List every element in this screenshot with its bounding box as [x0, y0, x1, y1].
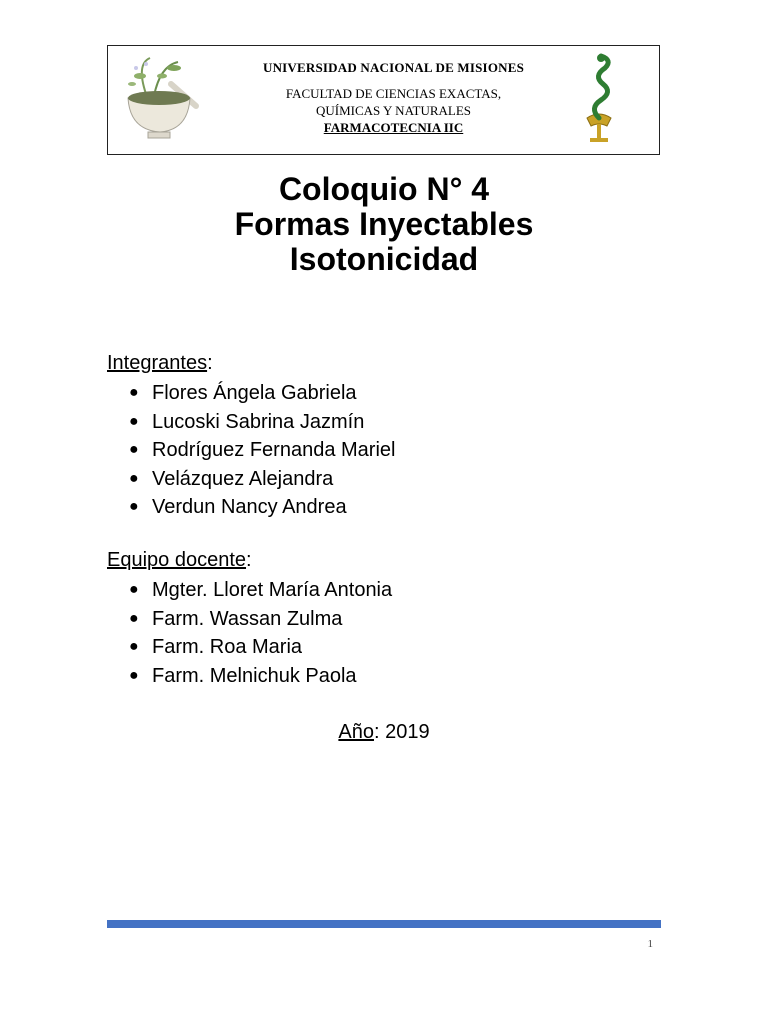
teachers-section — [107, 549, 392, 690]
bullet-icon: ● — [129, 638, 139, 655]
list-item: ● Farm. Melnichuk Paola — [107, 662, 392, 691]
members-heading: Integrantes: — [107, 352, 213, 374]
list-item: ● Farm. Wassan Zulma — [107, 605, 392, 634]
members-label: Integrantes — [107, 352, 208, 374]
title-line-2: Formas Inyectables — [234, 206, 534, 242]
members-section — [107, 352, 395, 522]
header-box — [107, 45, 660, 155]
page-number: 1 — [647, 938, 653, 950]
bullet-icon: ● — [129, 384, 139, 401]
bullet-icon: ● — [129, 666, 139, 684]
bullet-icon: ● — [129, 412, 139, 430]
teachers-label: Equipo docente — [107, 549, 247, 571]
faculty-line-2: QUÍMICAS Y NATURALES — [315, 103, 472, 118]
teachers-heading: Equipo docente: — [107, 549, 252, 571]
list-item: ● Velázquez Alejandra — [107, 465, 395, 494]
footer-rule — [107, 920, 661, 928]
title-line-3: Isotonicidad — [289, 241, 479, 277]
course-name: FARMACOTECNIA IIC — [323, 120, 464, 135]
mortar-pestle-icon — [116, 54, 204, 146]
list-item: ● Verdun Nancy Andrea — [107, 493, 395, 522]
list-item: ● Flores Ángela Gabriela — [107, 379, 395, 408]
bullet-icon: ● — [129, 581, 139, 598]
list-item: ● Mgter. Lloret María Antonia — [107, 576, 392, 605]
bullet-icon: ● — [129, 469, 139, 487]
list-item: ● Farm. Roa Maria — [107, 633, 392, 662]
bullet-icon: ● — [129, 609, 139, 627]
faculty-line-1: FACULTAD DE CIENCIAS EXACTAS, — [285, 86, 502, 101]
year-label: Año — [338, 721, 374, 743]
teachers-list — [107, 576, 392, 690]
document-title — [0, 172, 768, 277]
bullet-icon: ● — [129, 441, 139, 458]
members-list — [107, 379, 395, 522]
university-name: UNIVERSIDAD NACIONAL DE MISIONES — [262, 60, 525, 75]
year-value: 2019 — [385, 721, 430, 743]
list-item: ● Rodríguez Fernanda Mariel — [107, 436, 395, 465]
year-line: Año: 2019 — [338, 721, 430, 743]
pharmacy-caduceus-icon — [579, 52, 619, 148]
list-item: ● Lucoski Sabrina Jazmín — [107, 408, 395, 437]
bullet-icon: ● — [129, 498, 139, 515]
title-line-1: Coloquio N° 4 — [278, 171, 490, 207]
